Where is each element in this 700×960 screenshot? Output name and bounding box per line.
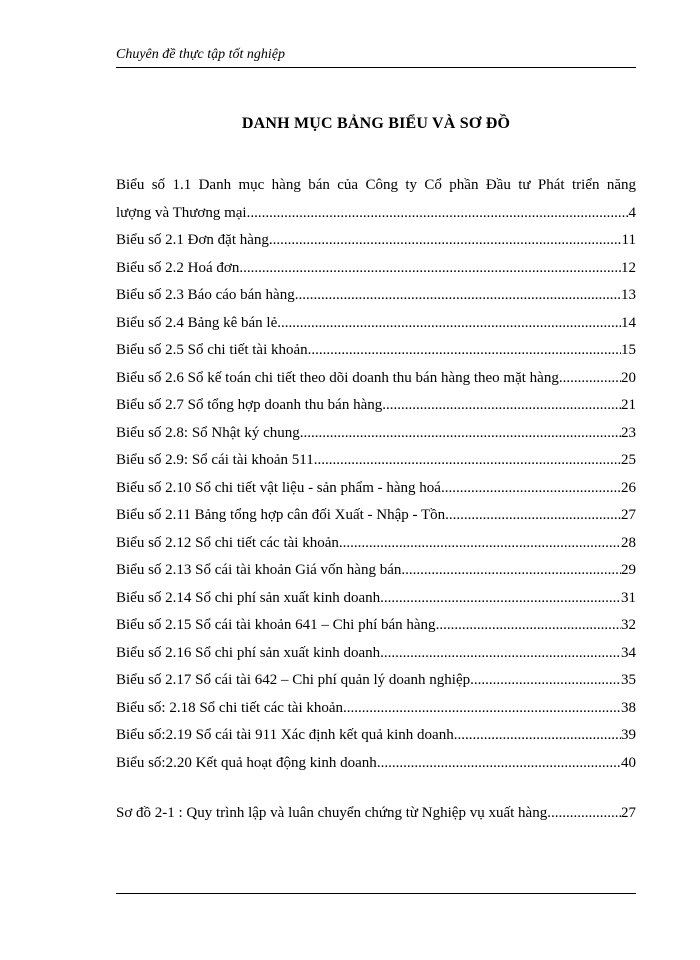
toc-entry-page: 26: [621, 479, 636, 496]
toc-entry: [116, 255, 636, 283]
dot-leader: [295, 282, 621, 310]
toc-entry-page: 25: [621, 452, 636, 468]
toc-entry: [116, 337, 636, 365]
toc-entry: [116, 557, 636, 585]
dot-leader: [277, 310, 621, 338]
toc-diagram-entry: [116, 800, 636, 828]
toc-entry-page: 14: [621, 314, 636, 331]
toc-entry: [116, 365, 636, 393]
dot-leader: [247, 200, 629, 228]
toc-entry: [116, 282, 636, 310]
toc-entry-page: 34: [621, 644, 636, 661]
dot-leader: [343, 695, 621, 723]
dot-leader: [559, 365, 621, 393]
toc-entry-page: 39: [621, 727, 636, 743]
dot-leader: [377, 750, 621, 778]
dot-leader: [308, 337, 621, 365]
dot-leader: [239, 255, 621, 283]
toc-entry-label: Biểu số 2.1 Đơn đặt hàng: [116, 232, 269, 248]
toc-entry: [116, 612, 636, 640]
page-title: DANH MỤC BẢNG BIỂU VÀ SƠ ĐỒ: [241, 115, 511, 132]
toc-entry: [116, 502, 636, 530]
toc-entry-label: Biểu số 2.16 Sổ chi phí sản xuất kinh doanh: [116, 644, 381, 661]
toc-entry-page: 21: [621, 397, 636, 413]
toc-entry-label: lượng và Thương mại: [116, 204, 247, 221]
dot-leader: [441, 475, 621, 503]
toc-entry-label: Biểu số 2.10 Sổ chi tiết vật liệu - sản phẩm - hàng hoá: [116, 479, 441, 496]
toc-entry-label: Biểu số:2.20 Kết quả hoạt động kinh doanh: [116, 754, 377, 771]
toc-entry-page: 31: [621, 589, 636, 606]
dot-leader: [436, 612, 621, 640]
dot-leader: [380, 585, 621, 613]
toc-entry: [116, 722, 636, 750]
toc-entry: [116, 227, 636, 255]
toc-entry: [116, 695, 636, 723]
running-header: Chuyên đề thực tập tốt nghiệp: [116, 47, 285, 62]
toc-entry-page: 12: [621, 259, 636, 276]
dot-leader: [318, 447, 621, 475]
toc-entry-label: Biểu số 1.1 Danh mục hàng bán của Công ty Cổ phần Đầu tư Phát triển năng: [116, 177, 636, 193]
dot-leader: [454, 722, 621, 750]
toc-entry-label: Biểu số 2.2 Hoá đơn: [116, 259, 240, 276]
toc-entry-label: Biểu số 2.5 Sổ chi tiết tài khoản: [116, 342, 308, 358]
toc-entry-label: Biểu số 2.15 Sổ cái tài khoản 641 – Chi phí bán hàng: [116, 617, 436, 633]
toc-entry-page: 23: [621, 424, 636, 441]
toc-entry-label: Biểu số 2.14 Sổ chi phí sản xuất kinh doanh: [116, 589, 381, 606]
toc-entry-label: Biểu số 2.7 Sổ tổng hợp doanh thu bán hàng: [116, 397, 383, 413]
toc-entry-label: Biểu số 2.13 Sổ cái tài khoản Giá vốn hàng bán: [116, 562, 402, 578]
toc-entry-label: Biểu số 2.3 Báo cáo bán hàng: [116, 287, 295, 303]
dot-leader: [382, 392, 621, 420]
toc-entry: [116, 667, 636, 695]
toc-entry-label: Biểu số 2.4 Bảng kê bán lẻ: [116, 314, 278, 331]
toc-entry: [116, 750, 636, 778]
dot-leader: [470, 667, 621, 695]
toc-entry-page: 20: [621, 369, 636, 386]
toc-entry: [116, 640, 636, 668]
toc-entry: [116, 447, 636, 475]
toc-entry-page: 28: [621, 534, 636, 551]
toc-entry-page: 35: [621, 672, 636, 688]
table-of-contents: [116, 172, 636, 777]
dot-leader: [547, 800, 621, 828]
toc-entry-label: Biểu số 2.12 Sổ chi tiết các tài khoản: [116, 534, 339, 551]
toc-entry-page: 15: [621, 342, 636, 358]
toc-entry: [116, 392, 636, 420]
toc-entry-page: 4: [628, 204, 636, 221]
toc-entry: [116, 475, 636, 503]
toc-entry-label: Biểu số 2.9: Sổ cái tài khoản 511.: [116, 452, 318, 468]
dot-leader: [380, 640, 621, 668]
toc-entry-page: 13: [621, 287, 636, 303]
toc-entry-page: 29: [621, 562, 636, 578]
toc-entry-label: Sơ đồ 2-1 : Quy trình lập và luân chuyển chứng từ Nghiệp vụ xuất hàng: [116, 805, 548, 821]
toc-entry: [116, 585, 636, 613]
dot-leader: [401, 557, 621, 585]
toc-entry-label: Biểu số 2.8: Sổ Nhật ký chung: [116, 424, 300, 441]
toc-entry-page: 27: [621, 805, 636, 821]
toc-entry-page: 27: [621, 507, 636, 523]
toc-entry-1-1-line2: [116, 200, 636, 228]
dot-leader: [445, 502, 621, 530]
toc-entry-1-1-line1: [116, 172, 636, 200]
toc-entry: [116, 420, 636, 448]
toc-entry-page: 11: [621, 232, 636, 248]
dot-leader: [300, 420, 621, 448]
toc-entry-page: 38: [621, 699, 636, 716]
toc-entry-label: Biểu số 2.11 Bảng tổng hợp cân đối Xuất - Nhập - Tồn: [116, 507, 446, 523]
toc-entry: [116, 310, 636, 338]
footer-divider: [116, 893, 636, 894]
toc-entry-page: 40: [621, 754, 636, 771]
toc-entry-label: Biểu số: 2.18 Sổ chi tiết các tài khoản: [116, 699, 344, 716]
toc-entry-label: Biểu số 2.17 Sổ cái tài 642 – Chi phí quản lý doanh nghiệp: [116, 672, 471, 688]
diagram-list: [116, 800, 636, 828]
header-divider: [116, 67, 636, 68]
toc-entry-label: Biểu số 2.6 Sổ kế toán chi tiết theo dõi doanh thu bán hàng theo mặt hàng: [116, 369, 559, 386]
dot-leader: [269, 227, 622, 255]
toc-entry-label: Biểu số:2.19 Sổ cái tài 911 Xác định kết quả kinh doanh: [116, 727, 454, 743]
toc-entry: [116, 530, 636, 558]
dot-leader: [339, 530, 621, 558]
toc-entry-page: 32: [621, 617, 636, 633]
